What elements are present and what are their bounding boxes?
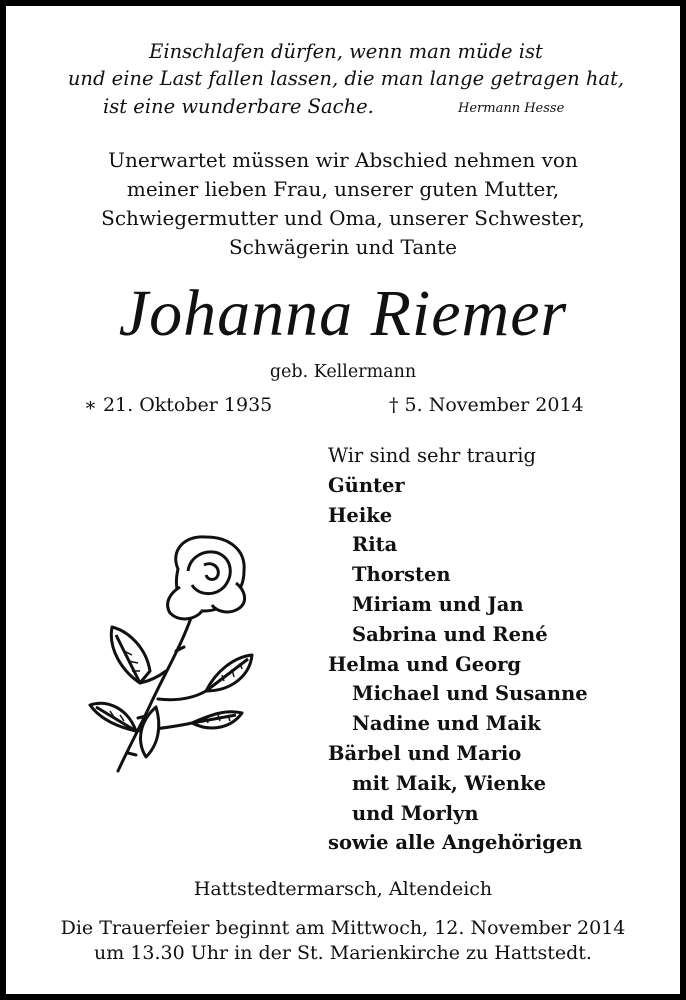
mourner-name: Michael und Susanne bbox=[352, 682, 588, 706]
intro-line: meiner lieben Frau, unserer guten Mutter, bbox=[126, 177, 560, 201]
mourner-name: Günter bbox=[328, 473, 405, 497]
rose-icon bbox=[66, 531, 256, 776]
quote-author: Hermann Hesse bbox=[458, 101, 565, 116]
intro-line: Unerwartet müssen wir Abschied nehmen von bbox=[108, 148, 578, 172]
maiden-name: geb. Kellermann bbox=[269, 362, 417, 382]
quote-line-3: ist eine wunderbare Sache. bbox=[103, 95, 374, 118]
mourners-list bbox=[328, 441, 588, 858]
mourner-name: Bärbel und Mario bbox=[328, 741, 522, 765]
mourner-name: mit Maik, Wienke bbox=[352, 771, 547, 795]
mourner-name: Heike bbox=[328, 503, 393, 527]
ceremony-line-1: Die Trauerfeier beginnt am Mittwoch, 12. November 2014 bbox=[60, 917, 626, 939]
quote-line-1: Einschlafen dürfen, wenn man müde ist bbox=[149, 40, 543, 63]
mourner-name: Miriam und Jan bbox=[352, 592, 524, 616]
intro-line: Schwiegermutter und Oma, unserer Schwester, bbox=[101, 206, 585, 230]
intro-line: Schwägerin und Tante bbox=[228, 235, 458, 259]
deceased-name: Johanna Riemer bbox=[118, 277, 568, 350]
birth-date: ∗ 21. Oktober 1935 bbox=[84, 394, 273, 416]
mourner-name: Helma und Georg bbox=[328, 652, 522, 676]
death-date: † 5. November 2014 bbox=[389, 394, 584, 416]
mourner-name: und Morlyn bbox=[352, 801, 479, 825]
location: Hattstedtermarsch, Altendeich bbox=[193, 878, 493, 900]
mourner-name: sowie alle Angehörigen bbox=[328, 831, 583, 855]
ceremony-line-2: um 13.30 Uhr in der St. Marienkirche zu Hattstedt. bbox=[94, 942, 592, 964]
mourner-name: Thorsten bbox=[352, 563, 451, 587]
mourner-name: Rita bbox=[352, 533, 398, 557]
mourner-name: Sabrina und René bbox=[352, 622, 548, 646]
quote-line-2: und eine Last fallen lassen, die man lange getragen hat, bbox=[67, 67, 625, 90]
mourner-name: Nadine und Maik bbox=[352, 712, 541, 736]
ceremony-info bbox=[6, 916, 680, 966]
intro-text bbox=[6, 146, 680, 262]
mourners-lead: Wir sind sehr traurig bbox=[328, 444, 536, 467]
